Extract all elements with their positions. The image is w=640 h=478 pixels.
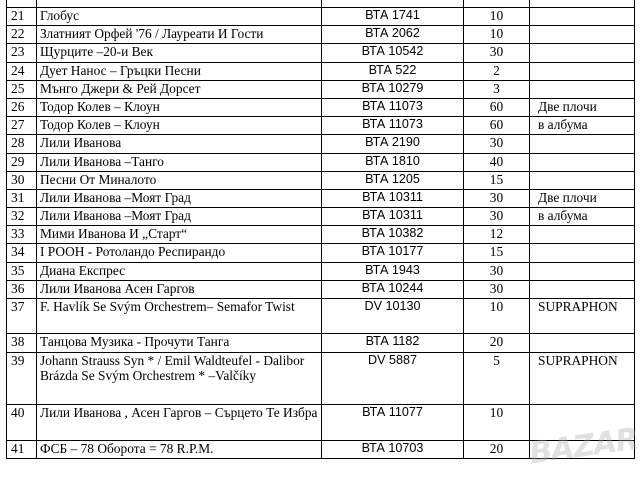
quantity-cell: 12 [464,226,530,244]
quantity-cell: 60 [464,117,530,135]
row-number-cell: 30 [7,171,37,189]
quantity-cell: 3 [464,80,530,98]
catalog-number-cell [322,0,464,8]
row-number-cell: 41 [7,440,37,458]
note-cell [530,135,635,153]
row-number-cell: 25 [7,80,37,98]
quantity-cell: 10 [464,8,530,26]
row-number-cell: 35 [7,262,37,280]
catalog-number-cell: ВТА 10542 [322,44,464,62]
catalog-number-cell: ВТА 1205 [322,171,464,189]
catalog-number-cell: ВТА 2190 [322,135,464,153]
quantity-cell: 10 [464,405,530,440]
record-title-cell: Лили Иванова [37,135,322,153]
row-number-cell: 22 [7,26,37,44]
table-row [7,44,635,62]
quantity-cell: 10 [464,26,530,44]
note-cell: в албума [530,208,635,226]
note-cell [530,262,635,280]
row-number-cell: 26 [7,98,37,116]
row-number-cell: 27 [7,117,37,135]
note-cell [530,0,635,8]
quantity-cell: 30 [464,44,530,62]
record-title-cell: Щурците –20-и Век [37,44,322,62]
record-title-cell: Johann Strauss Syn * / Emil Waldteufel - Dalibor Brázda Se Svým Orchestrem * –Valčíky [37,352,322,405]
table-row [7,334,635,352]
note-cell [530,440,635,458]
table-row [7,8,635,26]
record-title-cell: Лили Иванова , Асен Гаргов – Сърцето Те Избра [37,405,322,440]
catalog-number-cell: ВТА 10311 [322,189,464,207]
quantity-cell: 30 [464,189,530,207]
row-number-cell: 24 [7,62,37,80]
catalog-number-cell: ВТА 1741 [322,8,464,26]
quantity-cell: 30 [464,262,530,280]
table-row [7,262,635,280]
record-title-cell: Тодор Колев – Клоун [37,117,322,135]
catalog-number-cell: ВТА 10311 [322,208,464,226]
record-title-cell: Диана Експрес [37,262,322,280]
table-row [7,208,635,226]
record-title-cell: Глобус [37,8,322,26]
table-row [7,405,635,440]
record-title-cell [37,0,322,8]
note-cell [530,8,635,26]
table-row [7,26,635,44]
records-table-body [7,0,635,458]
catalog-number-cell: ВТА 10177 [322,244,464,262]
catalog-number-cell: ВТА 11077 [322,405,464,440]
row-number-cell: 38 [7,334,37,352]
catalog-number-cell: ВТА 1943 [322,262,464,280]
record-title-cell: Лили Иванова –Танго [37,153,322,171]
quantity-cell: 15 [464,244,530,262]
note-cell [530,80,635,98]
note-cell: Две плочи [530,189,635,207]
record-title-cell: Мънго Джери & Рей Дорсет [37,80,322,98]
row-number-cell: 33 [7,226,37,244]
catalog-number-cell: ВТА 10279 [322,80,464,98]
records-table [6,0,635,459]
record-title-cell: I РООН - Ротоландо Респирандо [37,244,322,262]
note-cell [530,280,635,298]
quantity-cell: 30 [464,280,530,298]
note-cell [530,334,635,352]
row-number-cell: 40 [7,405,37,440]
quantity-cell: 20 [464,440,530,458]
note-cell: SUPRAPHON [530,299,635,334]
note-cell [530,62,635,80]
quantity-cell: 15 [464,171,530,189]
catalog-number-cell: DV 5887 [322,352,464,405]
row-number-cell: 34 [7,244,37,262]
record-title-cell: Песни От Миналото [37,171,322,189]
catalog-number-cell: ВТА 10382 [322,226,464,244]
record-title-cell: Лили Иванова –Моят Град [37,208,322,226]
table-row [7,189,635,207]
row-number-cell: 32 [7,208,37,226]
catalog-number-cell: ВТА 522 [322,62,464,80]
row-number-cell: 21 [7,8,37,26]
catalog-number-cell: ВТА 2062 [322,26,464,44]
table-row [7,135,635,153]
table-row [7,80,635,98]
quantity-cell: 10 [464,299,530,334]
note-cell [530,26,635,44]
note-cell [530,171,635,189]
note-cell [530,153,635,171]
row-number-cell: 37 [7,299,37,334]
record-title-cell: Лили Иванова –Моят Град [37,189,322,207]
record-title-cell: Тодор Колев – Клоун [37,98,322,116]
table-row [7,117,635,135]
quantity-cell [464,0,530,8]
watermark-logo: BAZAR [526,421,640,472]
table-row [7,244,635,262]
quantity-cell: 30 [464,135,530,153]
table-row [7,299,635,334]
record-title-cell: Златният Орфей '76 / Лауреати И Гости [37,26,322,44]
record-title-cell: Лили Иванова Асен Гаргов [37,280,322,298]
note-cell [530,405,635,440]
quantity-cell: 5 [464,352,530,405]
catalog-number-cell: ВТА 11073 [322,98,464,116]
catalog-number-cell: ВТА 1810 [322,153,464,171]
note-cell [530,44,635,62]
record-title-cell: Танцова Музика - Прочути Танга [37,334,322,352]
catalog-number-cell: ВТА 1182 [322,334,464,352]
table-row [7,352,635,405]
row-number-cell [7,0,37,8]
catalog-number-cell: ВТА 10703 [322,440,464,458]
table-row [7,98,635,116]
table-row [7,153,635,171]
table-row [7,0,635,8]
row-number-cell: 28 [7,135,37,153]
note-cell [530,226,635,244]
row-number-cell: 36 [7,280,37,298]
row-number-cell: 31 [7,189,37,207]
row-number-cell: 39 [7,352,37,405]
quantity-cell: 2 [464,62,530,80]
quantity-cell: 30 [464,208,530,226]
table-row [7,62,635,80]
record-title-cell: F. Havlík Se Svým Orchestrem– Semafor Twist [37,299,322,334]
table-row [7,440,635,458]
record-title-cell: Мими Иванова И „Старт“ [37,226,322,244]
row-number-cell: 29 [7,153,37,171]
table-row [7,171,635,189]
note-cell: Две плочи [530,98,635,116]
quantity-cell: 40 [464,153,530,171]
catalog-number-cell: DV 10130 [322,299,464,334]
table-row [7,226,635,244]
quantity-cell: 20 [464,334,530,352]
record-title-cell: Дует Нанос – Гръцки Песни [37,62,322,80]
record-title-cell: ФСБ – 78 Оборота = 78 R.P.M. [37,440,322,458]
note-cell: в албума [530,117,635,135]
note-cell: SUPRAPHON [530,352,635,405]
row-number-cell: 23 [7,44,37,62]
catalog-number-cell: ВТА 11073 [322,117,464,135]
catalog-number-cell: ВТА 10244 [322,280,464,298]
table-row [7,280,635,298]
note-cell [530,244,635,262]
quantity-cell: 60 [464,98,530,116]
